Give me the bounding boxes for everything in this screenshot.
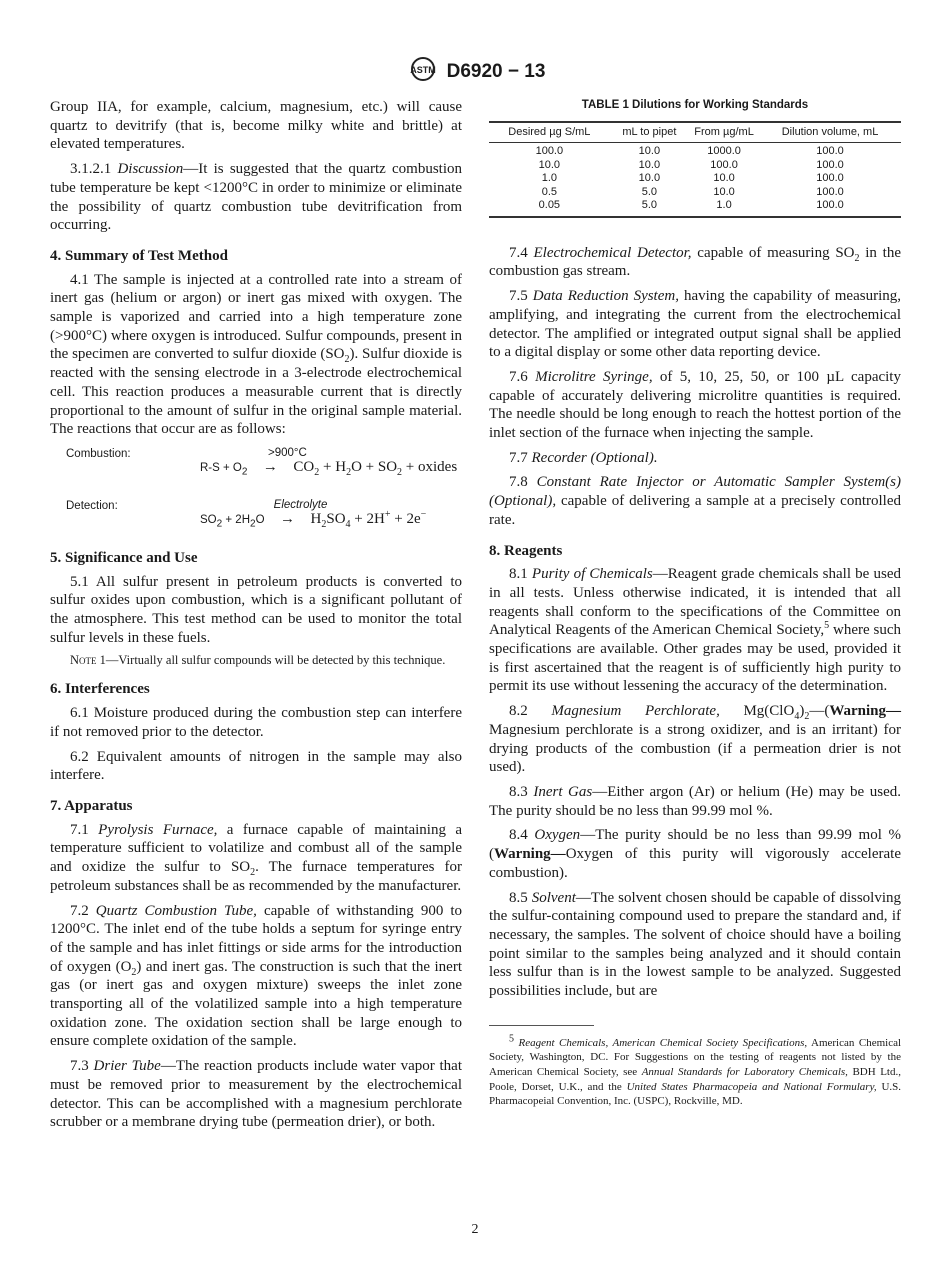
table-row	[489, 143, 901, 159]
text-run: 5. Significance and Use	[50, 549, 198, 566]
column-header: Dilution volume, mL	[759, 122, 901, 143]
paragraph	[50, 748, 462, 785]
text-run: 7.6	[509, 368, 536, 385]
section-heading	[50, 247, 462, 266]
table-row	[489, 199, 901, 217]
table-cell: 100.0	[816, 158, 844, 171]
formula-part: 4	[345, 518, 351, 530]
text-run: Mg(ClO	[719, 703, 795, 720]
formula-part: R-S + O	[200, 461, 242, 474]
formula-part: + 2H	[350, 510, 385, 527]
table-row	[489, 172, 901, 186]
text-run: Oxygen of this purity will vigorously accelerate combustion).	[489, 846, 901, 881]
text-run: capable of delivering a sample at a precisely controlled rate.	[489, 493, 901, 528]
paragraph	[50, 821, 462, 896]
text-run: 7.8	[509, 474, 537, 491]
paragraph	[50, 573, 462, 648]
text-run: where such specifications are available. Other grades may be used, provided it is first ascertained that the reagent is of sufficiently high purity to permit its use without lessening the accuracy of the determination.	[489, 622, 902, 695]
dilutions-table	[489, 121, 901, 218]
text-run: ) and inert gas. The construction is such that the inert gas (or inert gas and oxygen mixture) sweeps the inlet zone transporting all of the volatilized sample into a high temperature oxidation zone. The oxidation section shall be large enough to ensure complete oxidation of the sample.	[50, 958, 462, 1050]
reaction-label: Combustion:	[66, 447, 131, 460]
text-run: Reagent Chemicals, American Chemical Society Specifications	[518, 1036, 805, 1049]
text-run: 6.2 Equivalent amounts of nitrogen in the sample may also interfere.	[50, 748, 462, 784]
paragraph	[489, 287, 901, 362]
paragraph	[489, 473, 901, 529]
table-row	[489, 159, 901, 173]
page-number: 2	[471, 1222, 479, 1237]
formula-part: 2	[346, 466, 352, 478]
footnote	[489, 1033, 902, 1109]
formula-part: + oxides	[402, 458, 458, 475]
left-column	[50, 98, 462, 1138]
paragraph	[489, 565, 901, 696]
formula-part: 2	[314, 466, 320, 478]
section-heading	[489, 542, 901, 561]
text-run: )	[799, 703, 805, 720]
text-run: Group IIA, for example, calcium, magnesium, etc.) will cause quartz to devitrify (that is, become milky white and brittle) at elevated temperatures.	[50, 99, 462, 153]
text-run: 4	[794, 711, 800, 723]
paragraph	[489, 826, 901, 882]
text-run: 4. Summary of Test Method	[50, 247, 228, 264]
text-run: —The solvent chosen should be capable of dissolving the sulfur-containing compound used to prepare the standard and, if necessary, the samples. The solvent of choice should have a boiling point similar to the samples being analyzed and it should contain less sulfur than is in the lowest sample to be analyzed. Suggested possibilities include, but are	[489, 889, 902, 1000]
table-row	[489, 186, 901, 200]
text-run: Constant Rate Injector or Automatic Sampler System(s) (Optional),	[489, 474, 901, 510]
astm-logo-icon	[405, 56, 441, 88]
paragraph	[50, 160, 462, 235]
text-run: Warning—	[494, 846, 566, 863]
section-heading	[50, 680, 462, 699]
paragraph	[50, 1057, 462, 1132]
text-run: Pyrolysis Furnace,	[98, 821, 218, 838]
text-run: 8.4	[509, 827, 535, 844]
text-run: Annual Standards for Laboratory Chemicals,	[641, 1065, 848, 1078]
formula-part: −	[420, 508, 427, 520]
table-cell: 1000.0	[707, 145, 741, 158]
svg-text:ASTM: ASTM	[409, 65, 436, 75]
text-run: 6.1 Moisture produced during the combustion step can interfere if not removed prior to the detector.	[50, 705, 462, 740]
paragraph	[489, 449, 901, 468]
column-header: From µg/mL	[689, 122, 759, 143]
text-run: —The reaction products include water vapor that must be removed prior to measurement by the electrochemical detector. This can be accomplished with a magnesium perchlorate scrubber or a membrane drying tube (permeation drier), or both.	[50, 1058, 463, 1131]
text-run: 3.1.2.1	[70, 161, 118, 178]
formula-part: SO	[326, 510, 346, 527]
reaction-condition: >900°C	[268, 446, 307, 459]
table-cell: 0.5	[541, 185, 557, 198]
table-cell: 5.0	[641, 199, 658, 212]
reaction-condition: Electrolyte	[273, 498, 328, 511]
text-run: Discussion	[117, 161, 184, 178]
column-header: mL to pipet	[610, 122, 689, 143]
text-run: a furnace capable of maintaining a temperature sufficient to volatilize and combust all of the sample and oxidize the sulfur to SO	[50, 821, 462, 876]
text-run: 7.5	[509, 288, 533, 305]
formula-part: SO	[200, 513, 217, 526]
table-cell: 100.0	[816, 145, 844, 158]
table-cell: 10.0	[638, 172, 661, 185]
table-cell: 100.0	[816, 185, 844, 198]
text-run: Inert Gas	[533, 783, 593, 800]
text-run: 5	[824, 620, 830, 632]
formula-part: 2	[216, 518, 223, 530]
text-run: 2	[854, 252, 860, 264]
text-run: Quartz Combustion Tube,	[95, 902, 257, 919]
table-cell: 100.0	[816, 199, 844, 212]
text-run: 7. Apparatus	[50, 797, 133, 814]
text-run: 7.1	[70, 821, 99, 838]
text-run: Warning—	[829, 703, 901, 720]
formula-part: O	[255, 513, 265, 526]
reaction-equation	[200, 498, 462, 530]
formula-part: + 2e	[390, 510, 421, 527]
reaction-arrow	[265, 498, 328, 529]
column-header: Desired µg S/mL	[489, 122, 610, 143]
text-run: Oxygen	[534, 827, 581, 844]
table-cell: 10.0	[638, 158, 661, 171]
text-run: having the capability of measuring, amplifying, and integrating the current from the electrochemical detector. The amplified or integrated output signal shall be applied to a digital display or some other data reporting device.	[489, 288, 901, 361]
text-run: 6. Interferences	[50, 681, 150, 698]
arrow-icon: →	[262, 458, 278, 475]
text-run: Magnesium Perchlorate,	[551, 703, 720, 720]
paragraph	[489, 244, 901, 281]
text-run: United States Pharmacopeia and National Formulary,	[626, 1080, 877, 1093]
text-run: 4.1 The sample is injected at a controlled rate into a stream of inert gas (helium or argon) or inert gas mixed with oxygen. The sample is vaporized and carried into a high temperature zone (>900°C) where oxygen is introduced. Sulfur compounds, present in the specimen are converted to sulfur dioxide (SO	[50, 271, 462, 363]
table-cell: 10.0	[538, 158, 561, 171]
text-run: 2	[804, 711, 810, 723]
text-run: Electrochemical Detector,	[533, 244, 692, 261]
text-run: Magnesium perchlorate is a strong oxidizer, and is an irritant) for drying products of the combustion (if a permeation drier is not used).	[489, 721, 901, 776]
text-run: 7.7	[509, 449, 532, 466]
text-run: capable of measuring SO	[691, 244, 855, 261]
arrow-icon: →	[280, 510, 296, 527]
text-run: —Either argon (Ar) or helium (He) may be used. The purity should be no less than 99.99 mol %.	[489, 783, 902, 819]
text-run: 8.1	[509, 566, 532, 583]
text-run: Drier Tube	[93, 1058, 161, 1075]
text-run: Microlitre Syringe,	[535, 368, 653, 385]
text-run: —It is suggested that the quartz combustion tube temperature be kept <1200°C in order to minimize or eliminate the possibility of quartz combustion tube devitrification from occurring.	[50, 161, 462, 234]
table-cell: 5.0	[641, 185, 658, 198]
text-run: in the combustion gas stream.	[489, 244, 902, 280]
note	[50, 653, 462, 668]
text-run: 7.2	[70, 902, 96, 919]
table-cell: 0.05	[538, 199, 561, 212]
paragraph	[50, 271, 462, 439]
table-cell: 10.0	[713, 172, 735, 185]
page-header	[0, 56, 950, 88]
text-run: 2	[344, 354, 350, 366]
section-heading	[50, 797, 462, 816]
table-cell: 100.0	[710, 158, 738, 171]
text-run: —Reagent grade chemicals shall be used in all tests. Unless otherwise indicated, it is intended that all reagents shall conform to the specifications of the Committee on Analytical Reagents of the American Chemical Society,	[489, 566, 901, 639]
paragraph	[489, 702, 901, 777]
paragraph	[489, 889, 901, 1001]
text-run: BDH Ltd., Poole, Dorset, U.K., and the	[489, 1065, 901, 1093]
paragraph	[50, 704, 462, 741]
paragraph	[50, 98, 462, 154]
reaction-lhs	[200, 461, 248, 478]
text-run: 5	[509, 1033, 514, 1045]
text-run: Recorder (Optional).	[531, 449, 658, 466]
text-run: Data Reduction System,	[532, 288, 679, 305]
table-cell: 100.0	[535, 145, 564, 158]
text-run: 8. Reagents	[489, 542, 563, 559]
text-run: 2	[250, 867, 256, 879]
formula-part: CO	[293, 458, 315, 475]
table-cell: 10.0	[713, 185, 735, 198]
paragraph	[50, 902, 462, 1052]
text-run: —The purity should be no less than 99.99 mol % (	[489, 827, 902, 863]
formula-part: +	[384, 508, 391, 520]
section-heading	[50, 549, 462, 568]
text-run: 8.2	[509, 703, 552, 720]
text-run: 7.4	[509, 244, 534, 261]
reaction-detection	[50, 497, 462, 537]
table-cell: 10.0	[638, 145, 661, 158]
text-run: Note	[70, 653, 97, 668]
text-run: . The furnace temperatures for petroleum substances shall be as recommended by the manufacturer.	[50, 859, 462, 894]
reaction-lhs	[200, 513, 265, 530]
text-run: 8.3	[509, 783, 534, 800]
formula-part: + 2H	[222, 513, 250, 526]
text-run: 5.1 All sulfur present in petroleum products is converted to sulfur oxides upon combustion, which is a significant pollutant of the atmosphere. This test method can be used to monitor the total sulfur levels in these fuels.	[50, 573, 462, 646]
text-run: —(	[809, 703, 830, 720]
formula-part: 2	[250, 518, 256, 530]
reaction-equation	[200, 446, 462, 478]
document-designation: D6920 − 13	[446, 61, 546, 83]
formula-part: 2	[397, 466, 403, 478]
text-run: 8.5	[509, 889, 532, 906]
text-run: 7.3	[70, 1058, 94, 1075]
reaction-combustion	[50, 445, 462, 491]
footnote-rule	[489, 1025, 594, 1026]
right-column	[489, 98, 901, 1109]
formula-part: 2	[321, 518, 327, 530]
table-cell: 100.0	[816, 172, 844, 185]
text-run: Purity of Chemicals	[531, 566, 653, 583]
text-run: 1—Virtually all sulfur compounds will be detected by this technique.	[96, 653, 446, 668]
text-run: ). Sulfur dioxide is reacted with the sensing electrode in a 3-electrode electrochemical cell. This reaction produces a measurable current that is directly proportional to the amount of sulfur in the original sample material. The reactions that occur are as follows:	[50, 346, 462, 438]
text-run: 2	[131, 966, 137, 978]
paragraph	[489, 783, 901, 820]
formula-part: H	[310, 510, 322, 527]
text-run: , American Chemical Society, Washington, DC. For Suggestions on the testing of reagents not listed by the American Chemical Society, see	[489, 1036, 902, 1078]
text-run: of 5, 10, 25, 50, or 100 µL capacity capable of accurately delivering microlitre quantities is required. The needle should be long enough to reach the hottest portion of the inlet section of the furnace when injecting the sample.	[489, 368, 901, 442]
table-cell: 1.0	[716, 199, 732, 212]
paragraph	[489, 368, 901, 443]
text-run: capable of withstanding 900 to 1200°C. The inlet end of the tube holds a septum for syringe entry of the sample and has inlet fittings or side arms for the introduction of oxygen (O	[50, 902, 463, 975]
formula-part: 2	[241, 466, 248, 478]
formula-part: O + SO	[351, 458, 398, 475]
table-title: TABLE 1 Dilutions for Working Standards	[581, 99, 809, 111]
table-cell: 1.0	[541, 172, 557, 185]
text-run: Solvent	[531, 889, 576, 906]
formula-part: + H	[319, 458, 347, 475]
text-run: U.S. Pharmacopeial Convention, Inc. (USPC), Rockville, MD.	[489, 1080, 902, 1108]
reaction-label: Detection:	[66, 499, 118, 512]
